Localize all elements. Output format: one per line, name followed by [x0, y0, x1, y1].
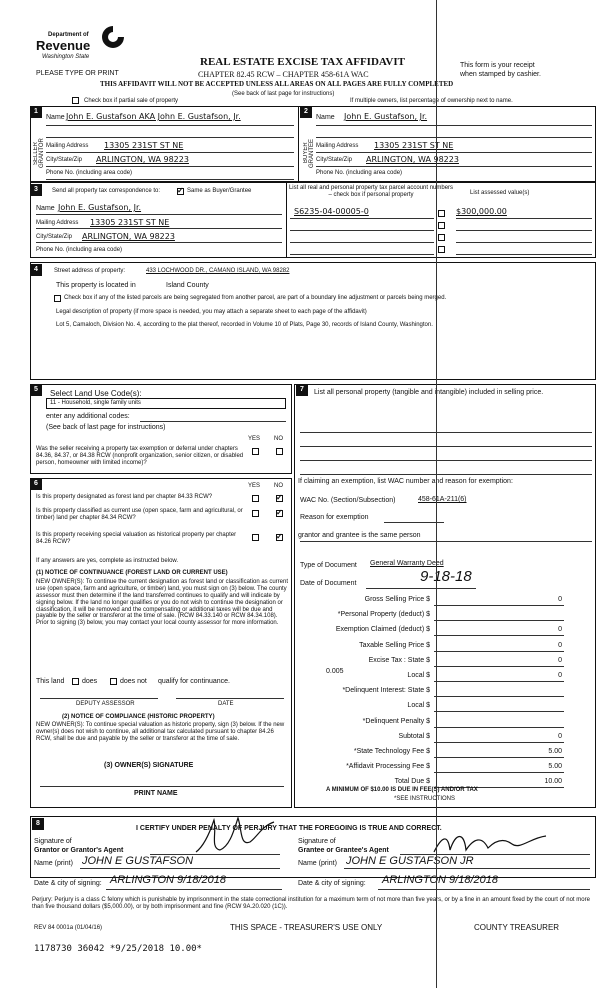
- grantor-date-city-label: Date & city of signing:: [34, 880, 102, 887]
- corr-name-label: Name: [36, 205, 55, 212]
- seller-address[interactable]: 13305 231ST ST NE: [104, 141, 184, 150]
- fee-row-label: Local $: [407, 702, 430, 709]
- fee-row-label: Subtotal $: [398, 733, 430, 740]
- fee-row-value[interactable]: 0: [558, 642, 562, 649]
- doc-type-label: Type of Document: [300, 562, 357, 569]
- personal-property-label: List all personal property (tangible and intangible) included in selling price.: [314, 389, 544, 396]
- deputy-date-label: DATE: [218, 701, 234, 707]
- grantor-name-print[interactable]: JOHN E GUSTAFSON: [82, 855, 194, 867]
- legal-desc-label: Legal description of property (if more space is needed, you may attach a separate sheet to each page of the affidavit): [56, 309, 367, 315]
- section-6-box: [30, 478, 292, 808]
- fee-row-label: Gross Selling Price $: [364, 596, 430, 603]
- wac-number[interactable]: 458-61A-211(6): [418, 496, 467, 503]
- s6-no-header: NO: [274, 483, 283, 489]
- fee-row-line: [434, 696, 564, 697]
- corr-address-label: Mailing Address: [36, 220, 79, 226]
- county[interactable]: Island County: [166, 282, 209, 289]
- s6-yes-header: YES: [248, 483, 261, 489]
- buyer-address-label: Mailing Address: [316, 143, 359, 149]
- receipt-note-2: when stamped by cashier.: [460, 71, 541, 78]
- buyer-side-label: BUYER GRANTEE: [303, 138, 315, 168]
- section-number-6: 6: [30, 478, 42, 490]
- type-or-print: PLEASE TYPE OR PRINT: [36, 70, 119, 77]
- fee-row-line: [434, 727, 564, 728]
- land-use-label: Select Land Use Code(s):: [50, 389, 142, 398]
- historic-yes-checkbox[interactable]: [252, 534, 259, 541]
- s5-no-header: NO: [274, 436, 283, 442]
- logo-dept-line3: Washington State: [42, 54, 90, 60]
- notice-compliance-title: (2) NOTICE OF COMPLIANCE (HISTORIC PROPERTY): [62, 714, 215, 720]
- fee-row-label: Local $: [407, 672, 430, 679]
- send-correspondence-label: Send all property tax correspondence to:: [52, 188, 161, 194]
- perjury-note: Perjury: Perjury is a class C felony which is punishable by imprisonment in the state correctional institution for a maximum term of not more than five years, or by a fine in an amount fixed by the court of not more than five thousand dollars ($5,000.00), or by both imprisonment and fine (RCW 9A.20.020 (1C)).: [32, 897, 590, 910]
- land-does-checkbox[interactable]: [72, 678, 79, 685]
- seller-address-label: Mailing Address: [46, 143, 89, 149]
- seller-name-label: Name: [46, 114, 65, 121]
- grantee-date-city[interactable]: ARLINGTON 9/18/2018: [382, 874, 498, 886]
- land-use-value: 11 - Household, single family units: [50, 400, 141, 406]
- fee-row-line: [434, 605, 564, 606]
- see-back: (See back of last page for instructions): [232, 91, 335, 97]
- fee-row-label: Excise Tax : State $: [368, 657, 430, 664]
- current-use-yes-checkbox[interactable]: [252, 510, 259, 517]
- minimum-due-note: A MINIMUM OF $10.00 IS DUE IN FEE(S) AND/OR TAX: [326, 787, 478, 793]
- buyer-city-label: City/State/Zip: [316, 157, 353, 163]
- personal-property-checkbox-3[interactable]: [438, 234, 445, 241]
- fee-row-line: [434, 666, 564, 667]
- land-does-text: does: [82, 678, 98, 685]
- corr-phone-label: Phone No. (including area code): [36, 247, 123, 253]
- current-use-no-checkbox[interactable]: [276, 510, 283, 517]
- fee-row-value[interactable]: 10.00: [544, 778, 562, 785]
- fee-row-label: *Affidavit Processing Fee $: [346, 763, 430, 770]
- additional-codes-label: enter any additional codes:: [46, 413, 130, 420]
- land-does-label: This land: [36, 678, 65, 685]
- if-yes-note: If any answers are yes, complete as instructed below.: [36, 558, 179, 564]
- forest-land-question: Is this property designated as forest land per chapter 84.33 RCW?: [36, 494, 213, 500]
- qualify-text: qualify for continuance.: [158, 678, 230, 685]
- section-number-2: 2: [300, 106, 312, 118]
- exemption-yes-checkbox[interactable]: [252, 448, 259, 455]
- fee-row-label: Exemption Claimed (deduct) $: [335, 626, 430, 633]
- grantor-sig-label-1: Signature of: [34, 838, 72, 845]
- street-address-label: Street address of property:: [54, 268, 126, 274]
- corr-name[interactable]: John E. Gustafson, Jr.: [58, 203, 142, 212]
- fee-row-label: Total Due $: [394, 778, 430, 785]
- grantee-date-city-label: Date & city of signing:: [298, 880, 366, 887]
- buyer-phone-label: Phone No. (including area code): [316, 170, 403, 176]
- parcel-number[interactable]: S6235-04-00005-0: [294, 207, 369, 216]
- seller-city[interactable]: ARLINGTON, WA 98223: [96, 155, 189, 164]
- multiple-owners-note: If multiple owners, list percentage of ownership next to name.: [350, 98, 513, 104]
- wac-label: WAC No. (Section/Subsection): [300, 497, 396, 504]
- scan-line: [436, 0, 437, 988]
- land-does-not-checkbox[interactable]: [110, 678, 117, 685]
- land-use-see-back: (See back of last page for instructions): [46, 424, 166, 431]
- certify-statement: I CERTIFY UNDER PENALTY OF PERJURY THAT THE FOREGOING IS TRUE AND CORRECT.: [136, 825, 442, 832]
- fee-row-value[interactable]: 0: [558, 672, 562, 679]
- treasurer-use-only: THIS SPACE - TREASURER'S USE ONLY: [230, 923, 383, 932]
- fee-row-line: [434, 711, 564, 712]
- located-label: This property is located in: [56, 282, 136, 289]
- current-use-question: Is this property classified as current use (open space, farm and agricultural, or timber) land per chapter 84.34 RCW?: [36, 508, 243, 521]
- same-as-buyer-label: Same as Buyer/Grantee: [187, 188, 252, 194]
- fee-row-line: [434, 651, 564, 652]
- segregated-label: Check box if any of the listed parcels are being segregated from another parcel, are part of a boundary line adjustment or parcels being merged.: [64, 295, 447, 301]
- county-treasurer: COUNTY TREASURER: [474, 923, 560, 932]
- seller-city-label: City/State/Zip: [46, 157, 83, 163]
- receipt-note-1: This form is your receipt: [460, 62, 535, 69]
- fee-row-label: *Delinquent Penalty $: [362, 718, 430, 725]
- personal-property-checkbox-1[interactable]: [438, 210, 445, 217]
- logo-dept-line1: Department of: [48, 32, 89, 38]
- reason-label: Reason for exemption: [300, 514, 369, 521]
- section-4-box: [30, 262, 596, 380]
- form-title: REAL ESTATE EXCISE TAX AFFIDAVIT: [200, 56, 405, 68]
- fee-row-label: *State Technology Fee $: [353, 748, 430, 755]
- treasurer-stamp: 1178730 36042 *9/25/2018 10.00*: [34, 944, 202, 954]
- partial-sale-checkbox[interactable]: [72, 97, 79, 104]
- seller-phone-label: Phone No. (including area code): [46, 170, 133, 176]
- land-does-not-text: does not: [120, 678, 147, 685]
- notice-compliance-body: NEW OWNER(S): To continue special valuation as historic property, sign (3) below. If the new owner(s) does not wish to continue, all additional tax calculated pursuant to chapter 84.26 RCW, shall be due and payable by the seller or transferor at the time of sale.: [36, 722, 285, 742]
- forest-yes-checkbox[interactable]: [252, 495, 259, 502]
- exemption-question: Was the seller receiving a property tax exemption or deferral under chapters 84.36, 84.37, or 84.38 RCW (nonprofit organization, senior citizen, or disabled person, homeowner with limited income)?: [36, 446, 244, 466]
- deputy-assessor-label: DEPUTY ASSESSOR: [76, 701, 135, 707]
- section-number-4: 4: [30, 264, 42, 276]
- form-number: REV 84 0001a (01/04/16): [34, 925, 103, 931]
- grantor-signature[interactable]: [190, 812, 280, 858]
- historic-question: Is this property receiving special valuation as historical property per chapter 84.26 RCW?: [36, 532, 237, 545]
- buyer-name-label: Name: [316, 114, 335, 121]
- s5-yes-header: YES: [248, 436, 261, 442]
- buyer-city[interactable]: ARLINGTON, WA 98223: [366, 155, 459, 164]
- segregated-checkbox[interactable]: [54, 295, 61, 302]
- corr-city[interactable]: ARLINGTON, WA 98223: [82, 232, 175, 241]
- owner-signature-label: (3) OWNER(S) SIGNATURE: [104, 762, 194, 769]
- print-name-label: PRINT NAME: [134, 790, 178, 797]
- section-number-8: 8: [32, 818, 44, 830]
- section-number-1: 1: [30, 106, 42, 118]
- fee-row-line: [434, 635, 564, 636]
- fee-row-value[interactable]: 5.00: [548, 763, 562, 770]
- exemption-claim-label: If claiming an exemption, list WAC number and reason for exemption:: [298, 478, 513, 485]
- fee-row-value[interactable]: 0: [558, 596, 562, 603]
- personal-property-checkbox-4[interactable]: [438, 246, 445, 253]
- parcel-header: List all real and personal property tax parcel account numbers – check box if personal property: [288, 185, 454, 198]
- legal-description[interactable]: Lot 5, Camaloch, Division No. 4, according to the plat thereof, recorded in Volume 10 of Plats, Page 30, records of Island County, Washington.: [56, 322, 433, 328]
- partial-sale-label: Check box if partial sale of property: [84, 98, 179, 104]
- local-rate: 0.005: [326, 668, 344, 675]
- fee-row-value[interactable]: 0: [558, 657, 562, 664]
- revenue-logo: [36, 24, 128, 64]
- doc-date-label: Date of Document: [300, 580, 357, 587]
- logo-dept-line2: Revenue: [36, 38, 91, 53]
- fee-row-line: [434, 620, 564, 621]
- section-number-7: 7: [296, 384, 308, 396]
- fee-row-value[interactable]: 0: [558, 733, 562, 740]
- buyer-address[interactable]: 13305 231ST ST NE: [374, 141, 454, 150]
- corr-address[interactable]: 13305 231ST ST NE: [90, 218, 170, 227]
- section-number-5: 5: [30, 384, 42, 396]
- doc-type[interactable]: General Warranty Deed: [370, 560, 444, 567]
- grantee-name-print-label: Name (print): [298, 860, 337, 867]
- fee-row-label: *Delinquent Interest: State $: [342, 687, 430, 694]
- form-subtitle: CHAPTER 82.45 RCW – CHAPTER 458-61A WAC: [198, 70, 369, 79]
- assessed-header: List assessed value(s): [470, 190, 530, 196]
- section-number-3: 3: [30, 184, 42, 196]
- grantor-date-city[interactable]: ARLINGTON 9/18/2018: [110, 874, 226, 886]
- seller-name[interactable]: John E. Gustafson AKA John E. Gustafson, Jr.: [66, 112, 241, 121]
- historic-no-checkbox[interactable]: [276, 534, 283, 541]
- fee-row-label: *Personal Property (deduct) $: [337, 611, 430, 618]
- notice-continuance-title: (1) NOTICE OF CONTINUANCE (FOREST LAND OR CURRENT USE): [36, 570, 228, 576]
- street-address[interactable]: 433 LOCHWOOD DR., CAMANO ISLAND, WA 98282: [146, 268, 290, 274]
- personal-property-checkbox-2[interactable]: [438, 222, 445, 229]
- grantee-sig-label-1: Signature of: [298, 838, 336, 845]
- revenue-swoosh-icon: [100, 24, 126, 50]
- buyer-name[interactable]: John E. Gustafson, Jr.: [344, 112, 428, 121]
- see-instructions-note: *SEE INSTRUCTIONS: [394, 796, 456, 802]
- notice-continuance-body: NEW OWNER(S): To continue the current designation as forest land or classification as current use (open space, farm and agriculture, or timber) land, you must sign on (3) below. The county assessor must then determine if the land transferred continues to qualify and will indicate by signing below. If the land no longer qualifies or you do not wish to continue the designation or classification, it will be removed and the compensating or additional taxes will be due and payable by the seller or transferor at the time of sale. (RCW 84.33.140 or RCW 84.34.108). Prior to signing (3) below, you may contact your local county assessor for more information.: [36, 579, 288, 627]
- exemption-no-checkbox[interactable]: [276, 448, 283, 455]
- corr-city-label: City/State/Zip: [36, 234, 73, 240]
- fee-row-line: [434, 772, 564, 773]
- fee-row-label: Taxable Selling Price $: [359, 642, 430, 649]
- grantor-name-print-label: Name (print): [34, 860, 73, 867]
- fee-row-value[interactable]: 0: [558, 626, 562, 633]
- form-warning: THIS AFFIDAVIT WILL NOT BE ACCEPTED UNLESS ALL AREAS ON ALL PAGES ARE FULLY COMPLETED: [100, 80, 454, 88]
- assessed-value[interactable]: $300,000.00: [456, 207, 507, 216]
- fee-row-line: [434, 757, 564, 758]
- grantee-sig-label-2: Grantee or Grantee's Agent: [298, 847, 389, 854]
- seller-side-label: SELLER GRANTOR: [33, 138, 45, 168]
- doc-date[interactable]: 9-18-18: [420, 568, 472, 585]
- grantee-name-print[interactable]: JOHN E GUSTAFSON JR: [346, 855, 474, 867]
- fee-row-line: [434, 742, 564, 743]
- fee-row-value[interactable]: 5.00: [548, 748, 562, 755]
- same-as-buyer-checkbox[interactable]: [177, 188, 184, 195]
- grantor-sig-label-2: Grantor or Grantor's Agent: [34, 847, 124, 854]
- fee-row-line: [434, 681, 564, 682]
- forest-no-checkbox[interactable]: [276, 495, 283, 502]
- exemption-reason[interactable]: grantor and grantee is the same person: [298, 532, 421, 539]
